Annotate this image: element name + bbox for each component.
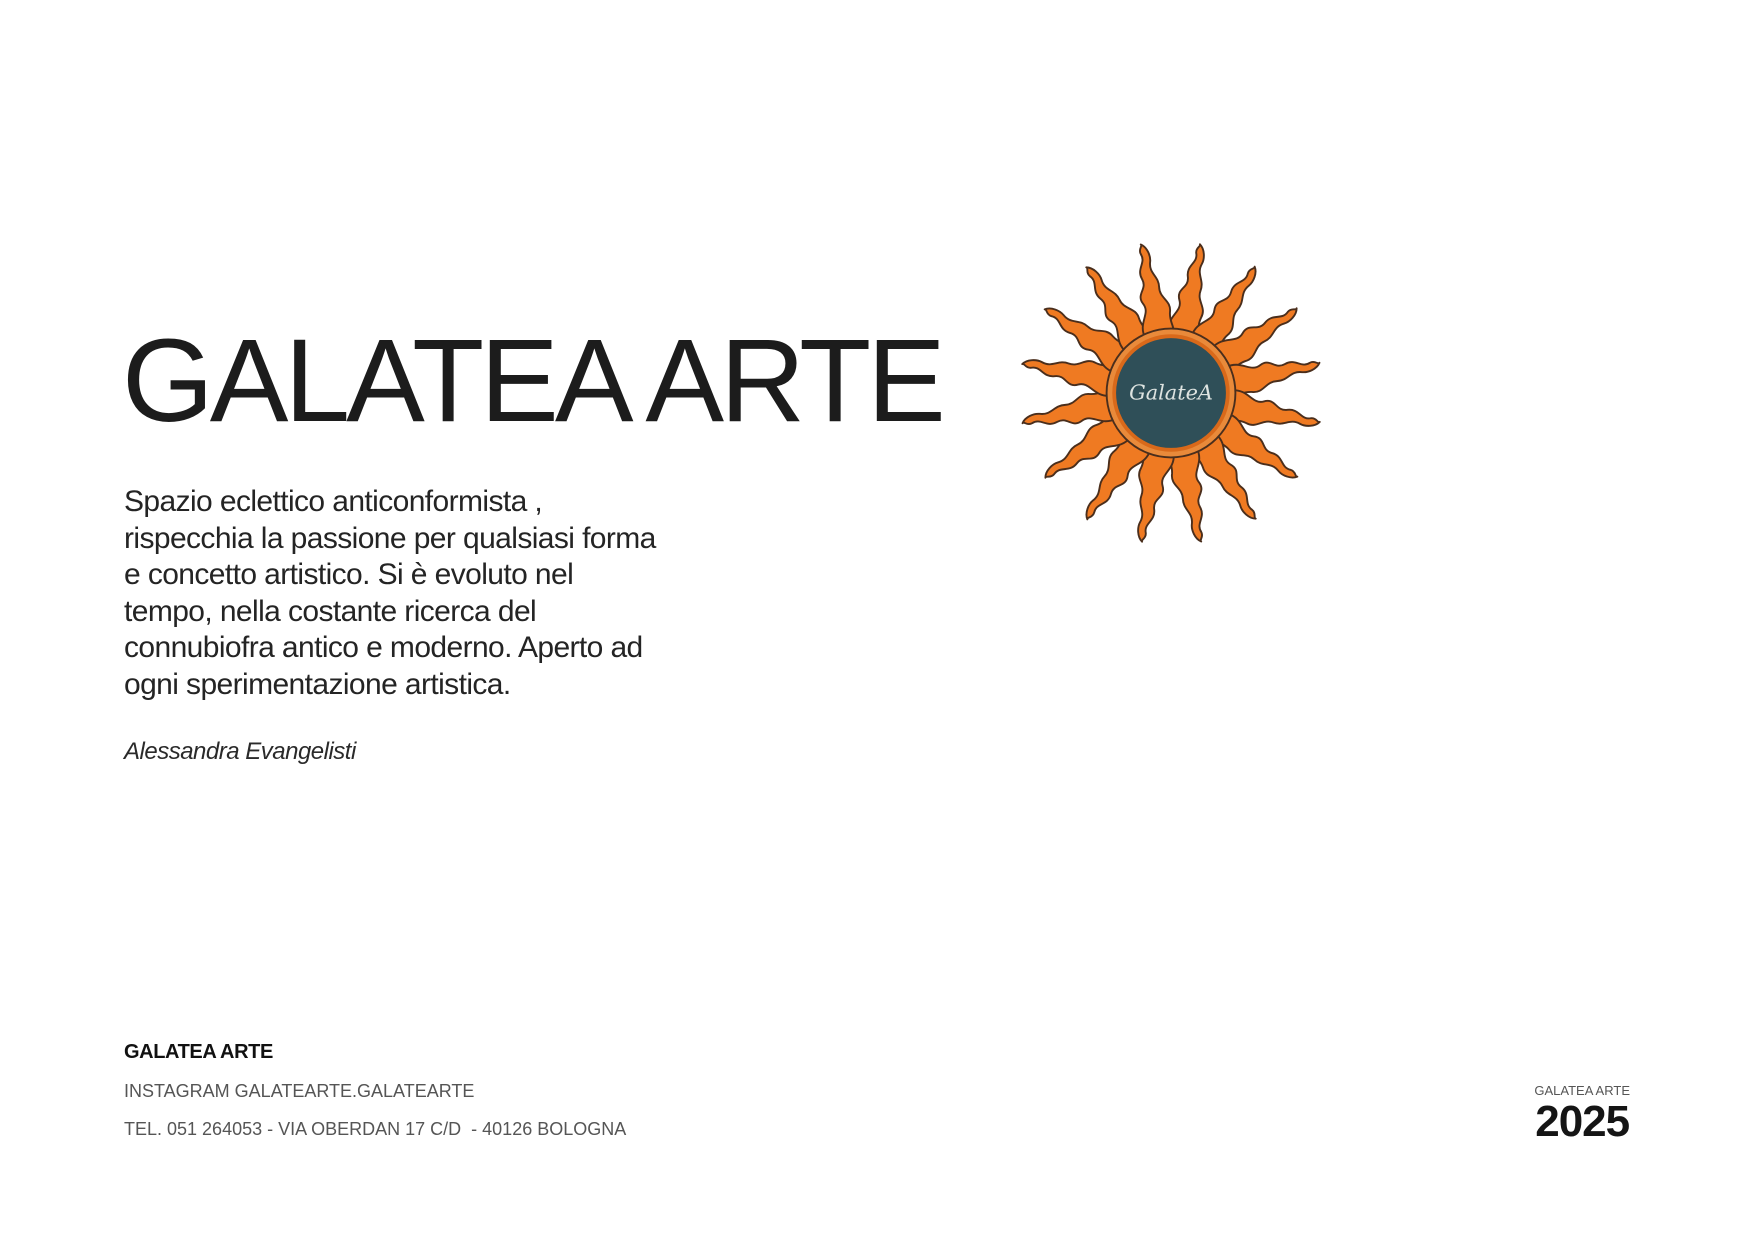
description-line: tempo, nella costante ricerca del: [124, 594, 537, 628]
description-line: rispecchia la passione per qualsiasi forma: [124, 521, 656, 555]
galatea-sun-logo: [1010, 232, 1332, 554]
footer-brand: GALATEA ARTE: [124, 1041, 273, 1063]
logo-lettering: GalateA: [1129, 380, 1213, 405]
description: [124, 484, 724, 703]
corner-mark: [1534, 1083, 1630, 1144]
corner-year: 2025: [1535, 1097, 1630, 1146]
footer-instagram: INSTAGRAM GALATEARTE.GALATEARTE: [124, 1081, 475, 1101]
description-line: e concetto artistico. Si è evoluto nel: [124, 558, 574, 591]
description-line: Spazio eclettico anticonformista ,: [124, 485, 543, 518]
page-title: GALATEA ARTE: [122, 315, 942, 447]
description-line: ogni sperimentazione artistica.: [124, 667, 511, 701]
corner-label: GALATEA ARTE: [1534, 1083, 1630, 1098]
footer-address: TEL. 051 264053 - VIA OBERDAN 17 C/D - 40126 BOLOGNA: [124, 1119, 627, 1139]
description-line: connubiofra antico e moderno. Aperto ad: [124, 631, 643, 664]
author-signature: Alessandra Evangelisti: [124, 738, 356, 765]
